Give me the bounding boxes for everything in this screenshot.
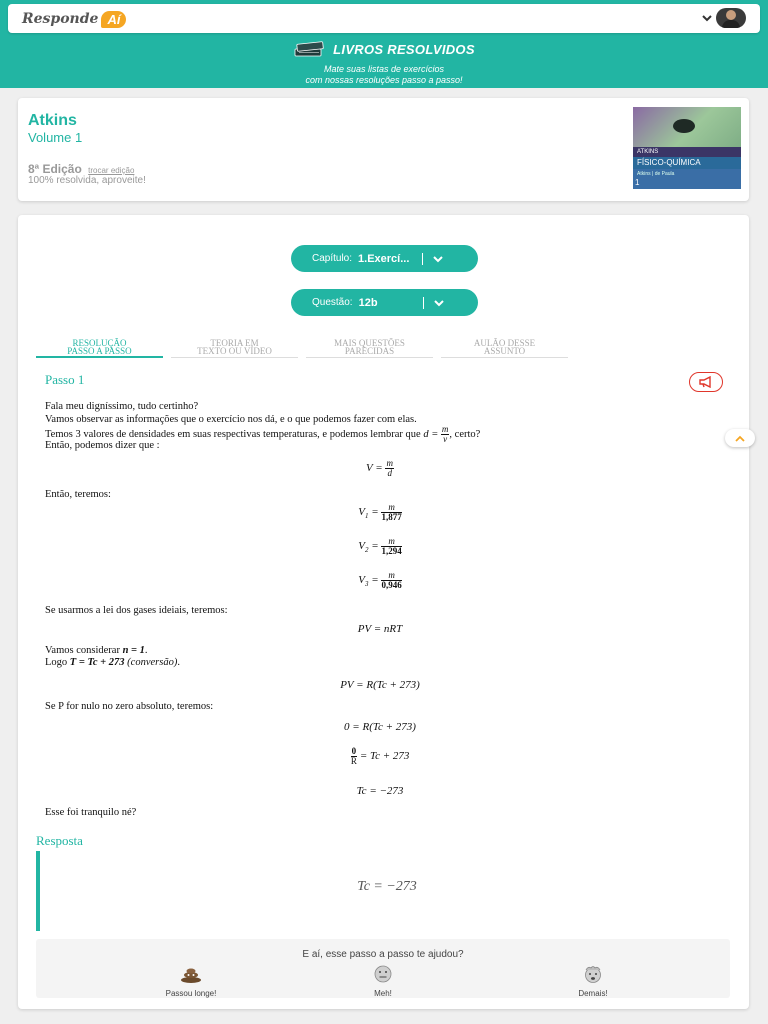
tab-aulao[interactable] (441, 339, 568, 358)
feedback-question: E aí, esse passo a passo te ajudou? (302, 949, 464, 960)
paragraph: Então, teremos: (45, 489, 111, 500)
books-icon (293, 40, 327, 58)
math-n: n = 1 (122, 645, 145, 656)
step-title: Passo 1 (45, 372, 85, 387)
paragraph: Se P for nulo no zero absoluto, teremos: (45, 701, 214, 712)
scroll-to-top-button[interactable] (725, 429, 755, 447)
cover-author: Atkins | de Paula (633, 169, 741, 189)
equation-fraction: $\frac{0}{R}$ = Tc + 273 (350, 746, 410, 766)
feedback-option-bad[interactable] (151, 965, 231, 998)
paragraph: Fala meu digníssimo, tudo certinho? (45, 401, 199, 412)
promo-banner (0, 40, 768, 85)
math-d-equals: d = (423, 428, 441, 440)
chevron-down-icon (433, 255, 443, 263)
tab-resolucao[interactable] (36, 339, 163, 358)
equation-volume: V = $\frac{m}{d}$ (366, 458, 393, 478)
question-label: Questão: (312, 297, 353, 308)
book-title: Atkins (28, 112, 77, 129)
chevron-up-icon (735, 435, 745, 442)
neutral-face-icon (373, 965, 393, 983)
tab-label-line2: PASSO A PASSO (67, 346, 132, 356)
chevron-down-icon (702, 13, 712, 23)
equation-v2: $V_2$ = $\frac{m}{1,294}$ (358, 536, 402, 556)
report-button[interactable] (689, 372, 723, 392)
paragraph-text: Temos 3 valores de densidades em suas respectivas temperaturas, e podemos lembrar que (45, 428, 421, 440)
tab-label-line2: TEXTO OU VÍDEO (197, 346, 272, 356)
equation-ideal-gas: PV = nRT (357, 623, 403, 635)
paragraph-text: , certo? (449, 428, 481, 440)
chapter-selector[interactable] (291, 245, 478, 272)
feedback-option-great[interactable] (553, 965, 633, 998)
answer-title: Resposta (36, 833, 83, 848)
tab-label-line2: PARECIDAS (344, 346, 395, 356)
math-t: T = Tc + 273 (69, 657, 125, 668)
paragraph: Esse foi tranquilo né? (45, 807, 137, 818)
math-fraction: $\frac{m}{v}$ (441, 424, 449, 444)
banner-subtitle-2: com nossas resoluções passo a passo! (305, 75, 463, 85)
change-edition-link[interactable]: trocar edição (88, 166, 135, 175)
cover-number: 1 (635, 178, 640, 187)
question-separator (423, 297, 424, 309)
banner-subtitle-1: Mate suas listas de exercícios (323, 64, 445, 74)
answer-box (36, 851, 730, 931)
equation-tc: Tc = −273 (356, 785, 404, 797)
equation-v1: $V_1$ = $\frac{m}{1,877}$ (358, 502, 402, 522)
chapter-value: 1.Exercí... (358, 252, 410, 265)
chapter-separator (422, 253, 423, 265)
cover-name: FÍSICO-QUÍMICA (633, 157, 741, 169)
megaphone-icon (698, 376, 714, 388)
tab-bar (36, 339, 566, 358)
mind-blown-icon (582, 965, 604, 983)
tab-label-line1: TEORIA EM (210, 338, 259, 348)
logo-badge: Aí (101, 11, 126, 28)
equation-zero: 0 = R(Tc + 273) (344, 721, 416, 733)
paragraph: Se usarmos a lei dos gases ideiais, teremos: (45, 605, 228, 616)
book-edition (28, 162, 134, 176)
paragraph-n: Vamos considerar n = 1. (45, 645, 148, 656)
user-menu[interactable] (702, 8, 746, 28)
logo-text: Responde (22, 11, 99, 27)
feedback-label: Passou longe! (165, 989, 217, 998)
top-navbar (8, 4, 760, 33)
book-cover (633, 107, 741, 189)
logo[interactable] (22, 9, 126, 29)
answer-value: Tc = −273 (357, 879, 417, 894)
chevron-down-icon (434, 299, 444, 307)
paragraph: Então, podemos dizer que : (45, 440, 160, 451)
equation-v3: $V_3$ = $\frac{m}{0,946}$ (358, 570, 402, 590)
feedback-label: Meh! (374, 989, 392, 998)
paragraph-text: Logo (45, 657, 68, 668)
equation-pv-tc: PV = R(Tc + 273) (340, 679, 420, 691)
paragraph-logo: Logo T = Tc + 273 (conversão). (45, 657, 180, 668)
question-selector[interactable] (291, 289, 478, 316)
tab-label-line1: AULÃO DESSE (473, 338, 536, 348)
math-conversion: (conversão) (127, 657, 178, 668)
tab-label-line1: RESOLUÇÃO (72, 338, 127, 348)
edition-label: 8ª Edição (28, 162, 82, 176)
cover-sphere (673, 119, 695, 133)
tab-label-line2: ASSUNTO (483, 346, 526, 356)
cover-label: ATKINS (633, 147, 741, 157)
paragraph: Vamos observar as informações que o exercício nos dá, e o que podemos fazer com elas. (45, 414, 417, 425)
banner-title: LIVROS RESOLVIDOS (333, 41, 475, 57)
book-info-card (18, 98, 749, 201)
solution-card (18, 215, 749, 1009)
feedback-option-meh[interactable] (343, 965, 423, 998)
feedback-label: Demais! (578, 989, 608, 998)
resolution-status: 100% resolvida, aproveite! (28, 175, 146, 186)
feedback-panel (36, 939, 730, 998)
chapter-label: Capítulo: (312, 253, 353, 264)
question-value: 12b (358, 296, 378, 309)
tab-mais-questoes[interactable] (306, 339, 433, 358)
paragraph-text: Vamos considerar (45, 645, 120, 656)
avatar[interactable] (716, 8, 746, 28)
tab-label-line1: MAIS QUESTÕES (334, 338, 405, 348)
tab-teoria[interactable] (171, 339, 298, 358)
book-volume: Volume 1 (28, 130, 83, 145)
poop-icon (180, 965, 202, 983)
